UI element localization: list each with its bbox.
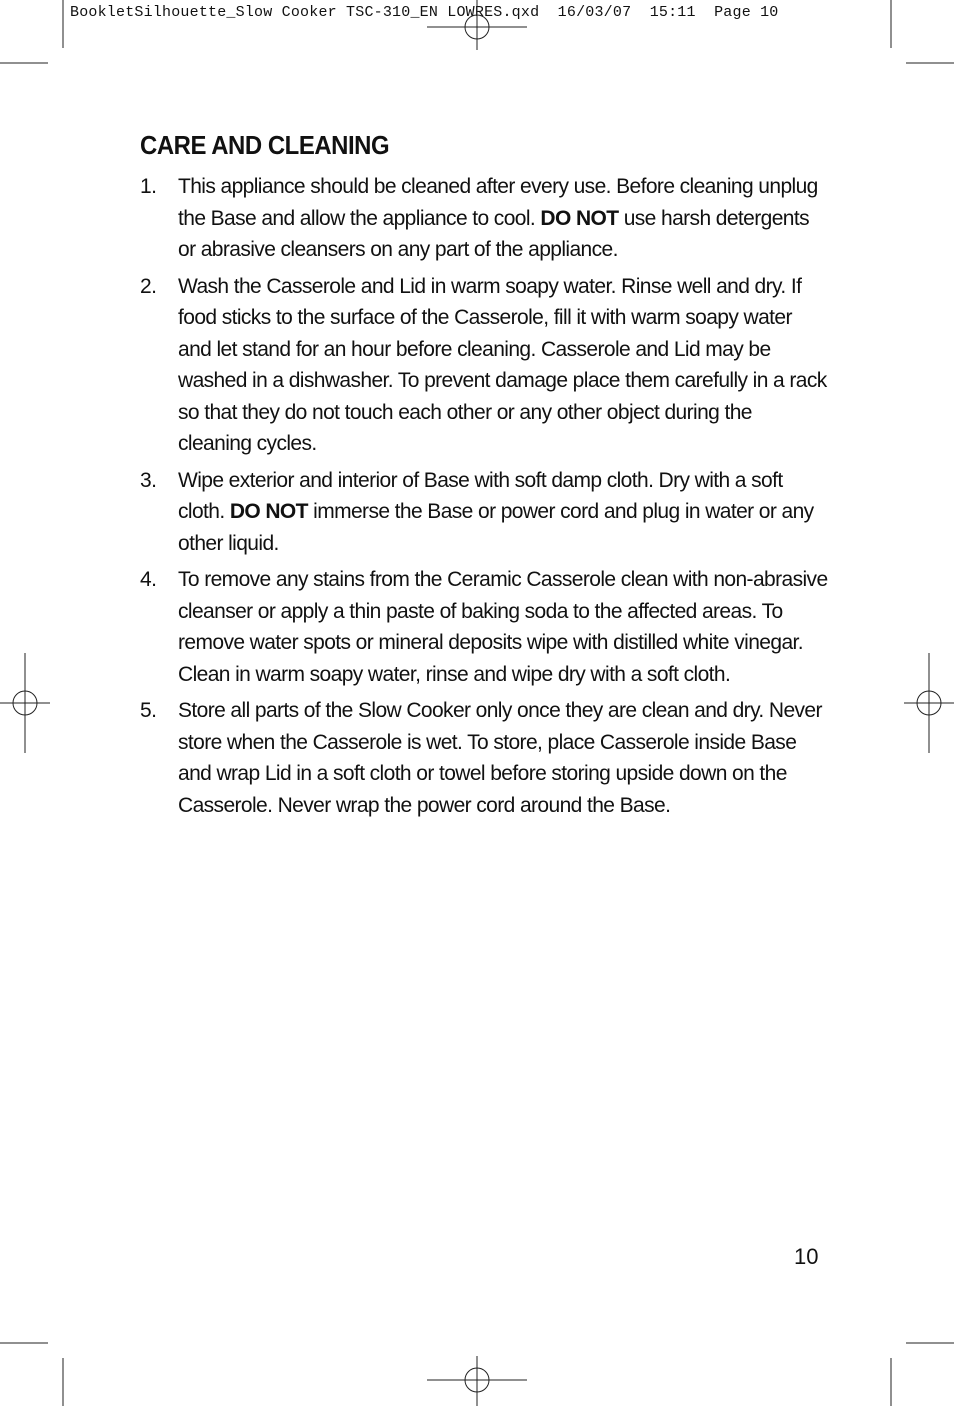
list-item <box>140 564 830 690</box>
print-slug-header: BookletSilhouette_Slow Cooker TSC-310_EN LOWRES.qxd 16/03/07 15:11 Page 10 <box>70 4 779 21</box>
instruction-list <box>140 171 830 821</box>
item-text: Wash the Casserole and Lid in warm soapy water. Rinse well and dry. If food sticks to the surface of the Casserole, fill it with warm soapy water and let stand for an hour before cleaning. Casserole and Lid may be washed in a dishwasher. To prevent damage place them carefully in a rack so that they do not touch each other or any other object during the cleaning cycles. <box>178 274 827 455</box>
list-item <box>140 171 830 266</box>
registration-mark-bottom <box>427 1356 527 1406</box>
registration-mark-left <box>0 653 50 753</box>
page-number: 10 <box>794 1244 819 1269</box>
item-text: To remove any stains from the Ceramic Casserole clean with non-abrasive cleanser or apply a thin paste of baking soda to the affected areas. To remove water spots or mineral deposits wipe with distilled white vinegar. Clean in warm soapy water, rinse and wipe dry with a soft cloth. <box>178 568 828 686</box>
item-number: 3. <box>140 468 157 492</box>
care-and-cleaning-section <box>140 130 830 826</box>
item-number: 1. <box>140 175 157 198</box>
emphasis-do-not: DO NOT <box>540 206 619 230</box>
section-title: CARE AND CLEANING <box>140 130 390 160</box>
item-number: 4. <box>140 568 157 591</box>
item-text: Store all parts of the Slow Cooker only once they are clean and dry. Never store when the Casserole is wet. To store, place Casserole inside Base and wrap Lid in a soft cloth or towel before storing upside down on the Casserole. Never wrap the power cord around the Base. <box>178 699 822 817</box>
emphasis-do-not: DO NOT <box>229 500 308 523</box>
item-number: 2. <box>140 274 157 298</box>
registration-mark-right <box>904 653 954 753</box>
item-text: This appliance should be cleaned after every use. Before cleaning unplug the Base and allow the appliance to cool. DO NOT use harsh detergents or abrasive cleansers on any part of the appliance. <box>178 175 818 261</box>
list-item <box>140 465 830 560</box>
item-number: 5. <box>140 699 157 722</box>
list-item <box>140 271 830 460</box>
item-text: Wipe exterior and interior of Base with soft damp cloth. Dry with a soft cloth. DO NOT immerse the Base or power cord and plug in water or any other liquid. <box>178 468 814 555</box>
list-item <box>140 695 830 821</box>
